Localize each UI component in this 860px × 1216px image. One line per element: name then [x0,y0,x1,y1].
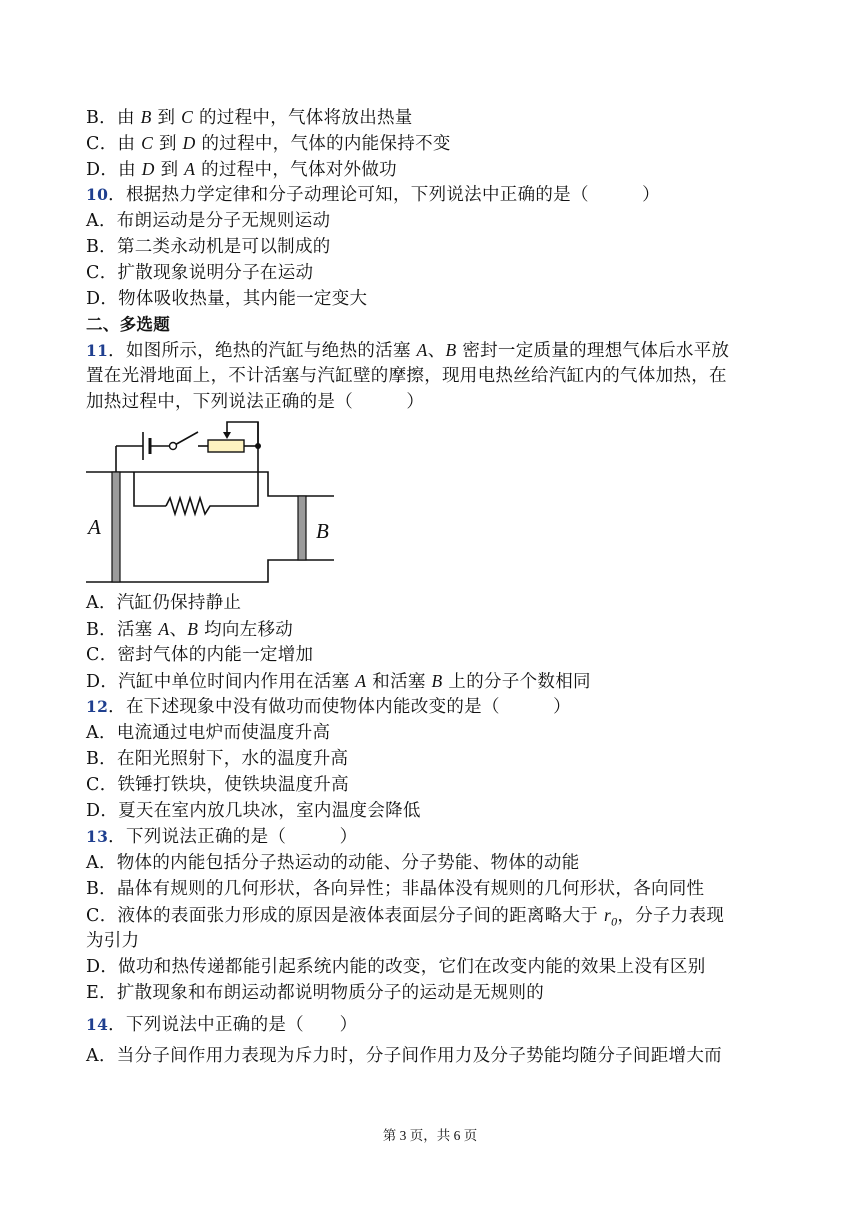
piston-a [112,472,120,582]
question-11-line2: 置在光滑地面上，不计活塞与汽缸壁的摩擦，现用电热丝给汽缸内的气体加热，在 [86,366,727,386]
label-a: A [88,515,101,539]
q13-option-a: A．物体的内能包括分子热运动的动能、分子势能、物体的动能 [86,853,580,873]
q13-option-b: B．晶体有规则的几何形状，各向异性；非晶体没有规则的几何形状，各向同性 [86,879,705,899]
label-b: B [316,519,329,543]
cylinder-circuit-figure [86,418,346,588]
q11-option-a: A．汽缸仍保持静止 [86,593,242,613]
q9-option-c: C．由 C 到 D 的过程中，气体的内能保持不变 [86,133,451,154]
section-heading: 二、多选题 [86,315,170,334]
question-number: 10 [86,185,109,204]
cylinder-bottom-wall [86,560,334,582]
q13-option-c: C．液体的表面张力形成的原因是液体表面层分子间的距离略大于 $r_0$，分子力表现 [86,905,725,929]
q11-option-c: C．密封气体的内能一定增加 [86,645,314,665]
question-number: 12 [86,697,109,716]
q12-option-a: A．电流通过电炉而使温度升高 [86,723,331,743]
junction-dot [255,443,261,449]
rheostat-arrow [223,432,231,439]
q11-option-d: D．汽缸中单位时间内作用在活塞 A 和活塞 B 上的分子个数相同 [86,671,591,692]
q14-option-a: A．当分子间作用力表现为斥力时，分子间作用力及分子势能均随分子间距增大而 [86,1046,722,1066]
q10-option-c: C．扩散现象说明分子在运动 [86,263,314,283]
q9-option-d: D．由 D 到 A 的过程中，气体对外做功 [86,159,397,180]
cylinder-top-wall [86,472,334,496]
q13-option-d: D．做功和热传递都能引起系统内能的改变，它们在改变内能的效果上没有区别 [86,957,706,977]
question-11: 11．如图所示，绝热的汽缸与绝热的活塞 A、B 密封一定质量的理想气体后水平放 [86,340,730,361]
q13-option-e: E．扩散现象和布朗运动都说明物质分子的运动是无规则的 [86,983,545,1003]
q9-option-b: B．由 B 到 C 的过程中，气体将放出热量 [86,107,413,128]
q13-option-c-line2: 为引力 [86,931,140,951]
q11-option-b: B．活塞 A、B 均向左移动 [86,619,294,640]
piston-b [298,496,306,560]
question-number: 11 [86,341,109,360]
q10-option-a: A．布朗运动是分子无规则运动 [86,211,331,231]
page-footer: 第 3 页，共 6 页 [382,1128,478,1143]
q10-option-b: B．第二类永动机是可以制成的 [86,237,331,257]
question-10: 10．根据热力学定律和分子动理论可知，下列说法中正确的是（ ） [86,185,660,205]
q12-option-d: D．夏天在室内放几块冰，室内温度会降低 [86,801,421,821]
question-number: 13 [86,827,109,846]
q12-option-c: C．铁锤打铁块，使铁块温度升高 [86,775,349,795]
q12-option-b: B．在阳光照射下，水的温度升高 [86,749,349,769]
q10-option-d: D．物体吸收热量，其内能一定变大 [86,289,368,309]
rheostat [208,440,244,452]
question-11-line3: 加热过程中，下列说法正确的是（ ） [86,392,425,412]
question-number: 14 [86,1015,109,1034]
question-14: 14．下列说法中正确的是（ ） [86,1015,358,1035]
question-13: 13．下列说法正确的是（ ） [86,827,358,847]
question-12: 12．在下述现象中没有做功而使物体内能改变的是（ ） [86,697,571,717]
switch-terminal [170,443,177,450]
